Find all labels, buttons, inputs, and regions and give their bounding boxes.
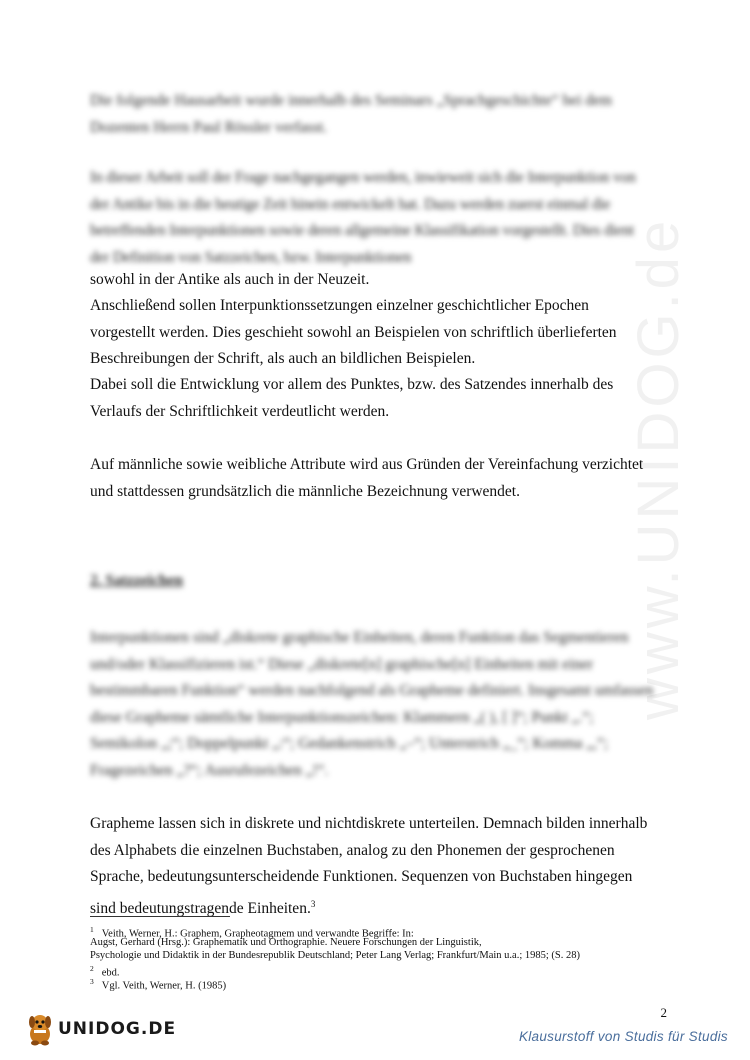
- footnote-1-line-3: Psychologie und Didaktik in der Bundesrepublik Deutschland; Peter Lang Verlag; Frankfurt/Main u.a.; 1985; (S. 28): [90, 950, 581, 961]
- logo-text: UNIDOG.DE: [58, 1019, 177, 1039]
- footnote-3-text: Vgl. Veith, Werner, H. (1985): [101, 980, 227, 992]
- footnote-divider: [90, 916, 230, 917]
- footnote-reference: 3: [310, 898, 316, 909]
- section-heading: 2. Satzzeichen: [90, 572, 183, 589]
- footnote-2-mark: 2: [90, 964, 94, 973]
- section-paragraph: [90, 811, 650, 922]
- intro-paragraph-4: Auf männliche sowie weibliche Attribute wird aus Gründen der Vereinfachung verzichtet und stattdessen grundsätzlich die männliche Bezeichnung verwendet.: [90, 456, 644, 500]
- section-paragraph-text: Grapheme lassen sich in diskrete und nichtdiskrete unterteilen. Demnach bilden innerhalb des Alphabets die einzelnen Buchstaben, analog zu den Phonemen der gesprochenen Sprache, bedeutungsunterscheidende Funktionen. Sequenzen von Buchstaben hingegen sind bedeutungstragende Einheiten.: [90, 815, 648, 917]
- footnote-3-mark: 3: [90, 977, 94, 986]
- page-number: 2: [660, 1005, 667, 1020]
- intro-paragraph-2: Anschließend sollen Interpunktionssetzungen einzelner geschichtlicher Epochen vorgestellt werden. Dies geschieht sowohl an Beispielen von schriftlich überlieferten Beschreibungen der Schrift, als auch an bildlichen Beispielen.: [90, 297, 617, 367]
- footer-slogan: Klausurstoff von Studis für Studis: [518, 1029, 728, 1044]
- intro-blurred-paragraph-2: In dieser Arbeit soll der Frage nachgegangen werden, inwieweit sich die Interpunktion von der Antike bis in die heutige Zeit hinein entwickelt hat. Dazu werden zuerst einmal die betreffenden Interpunktionen sowie deren allgemeine Klassifikation vorgestellt. Dies dient der Definition von Satzzeichen, bzw. Interpunktionen: [90, 169, 636, 266]
- footnote-2-text: ebd.: [101, 967, 120, 979]
- footnote-1-line-2: Augst, Gerhard (Hrsg.): Graphematik und Orthographie. Neuere Forschungen der Linguistik,: [90, 937, 482, 948]
- intro-blurred-paragraph-1: Die folgende Hausarbeit wurde innerhalb des Seminars „Sprachgeschichte“ bei dem Dozenten Herrn Paul Rössler verfasst.: [90, 92, 613, 136]
- footnote-1-mark: 1: [90, 925, 94, 934]
- intro-paragraph-3: Dabei soll die Entwicklung vor allem des Punktes, bzw. des Satzendes innerhalb des Verlaufs der Schriftlichkeit verdeutlicht werden.: [90, 376, 614, 420]
- watermark: www.UNIDOG.de: [626, 216, 691, 720]
- unidog-logo[interactable]: [25, 1012, 176, 1046]
- footnote-1-line-1: Veith, Werner, H.: Graphem, Grapheotagmem und verwandte Begriffe: In:: [101, 928, 414, 940]
- dog-mascot-icon: [25, 1012, 55, 1046]
- section-blurred-paragraph: Interpunktionen sind „diskrete graphische Einheiten, deren Funktion das Segmentieren und/oder Klassifizieren ist.“ Diese „diskrete[n] graphische[n] Einheiten mit einer bestimmbaren Funktion“ werden nachfolgend als Grapheme definiert. Insgesamt umfassen diese Grapheme sämtliche Interpunktionszeichen: Klammern „( ), [ ]“; Punkt „.“; Semikolon „;“; Doppelpunkt „:“; Gedankenstrich „–“; Unterstrich „_“; Komma „,“; Fragezeichen „?“; Ausrufezeichen „!“.: [90, 629, 654, 779]
- footnote-3: [90, 975, 690, 993]
- intro-paragraph-1: sowohl in der Antike als auch in der Neuzeit.: [90, 271, 370, 288]
